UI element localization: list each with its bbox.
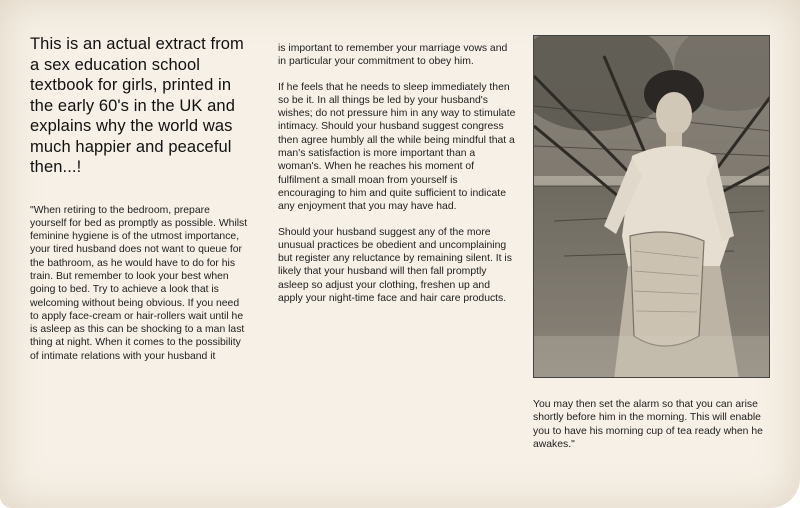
photo-illustration	[534, 36, 770, 378]
body-paragraph-4: Should your husband suggest any of the more unusual practices be obedient and uncomplaining but register any reluctance by remaining silent. It is likely that your husband will then fall promptly asleep so adjust your clothing, freshen up and apply your night-time face and hair care products.	[278, 226, 512, 305]
body-paragraph-2: is important to remember your marriage vows and in particular your commitment to obey him.	[278, 43, 508, 68]
body-paragraph-5: You may then set the alarm so that you can arise shortly before him in the morning. This will enable you to have his morning cup of tea ready when he awakes."	[533, 399, 763, 450]
body-paragraph-1: "When retiring to the bedroom, prepare yourself for bed as promptly as possible. Whilst feminine hygiene is of the utmost importance, your tired husband does not want to queue for the bathroom, as he would have to do for his train. But remember to look your best when going to bed. Try to achieve a look that is welcoming without being obvious. If you need to apply face-cream or hair-rollers wait until he is asleep as this can be shocking to a man last thing at night. When it comes to the possibility of intimate relations with your husband it	[30, 204, 248, 362]
vintage-photo-woman	[533, 35, 770, 378]
column-middle	[278, 0, 516, 305]
headline: This is an actual extract from a sex education school textbook for girls, printed in the early 60's in the UK and explains why the world was much happier and peaceful then...!	[30, 35, 244, 176]
column-left	[30, 0, 248, 363]
body-paragraph-3: If he feels that he needs to sleep immediately then so be it. In all things be led by your husband's wishes; do not pressure him in any way to stimulate intimacy. Should your husband suggest congress then agree humbly all the while being mindful that a man's satisfaction is more important than a woman's. When he reaches his moment of fulfilment a small moan from yourself is encouraging to him and quite sufficient to indicate any enjoyment that you may have had.	[278, 81, 516, 213]
